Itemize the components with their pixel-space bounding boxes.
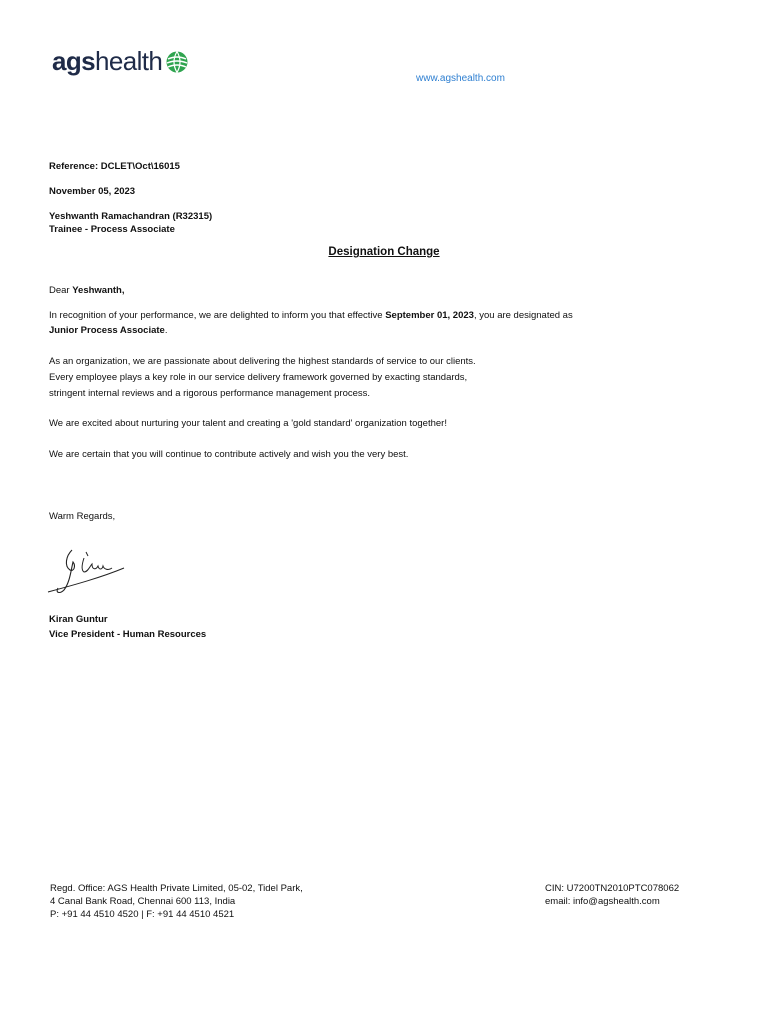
logo-wordmark bbox=[52, 48, 162, 74]
para1-end: . bbox=[164, 325, 168, 336]
footer-contact-phone: P: +91 44 4510 4520 | F: +91 44 4510 4521 bbox=[50, 909, 235, 920]
footer-email[interactable]: email: info@agshealth.com bbox=[545, 896, 660, 907]
letter-date: November 05, 2023 bbox=[49, 186, 136, 197]
recipient-title: Trainee - Process Associate bbox=[49, 224, 175, 235]
paragraph-1-line-2 bbox=[49, 323, 167, 339]
closing: Warm Regards, bbox=[49, 511, 116, 522]
paragraph-3: We are excited about nurturing your talent and creating a 'gold standard' organization together! bbox=[49, 418, 447, 429]
reference-number: Reference: DCLET\Oct\16015 bbox=[49, 161, 180, 172]
new-designation: Junior Process Associate bbox=[49, 325, 165, 336]
signatory-title: Vice President - Human Resources bbox=[49, 629, 207, 640]
company-logo bbox=[52, 48, 189, 74]
paragraph-2-line-2: Every employee plays a key role in our service delivery framework governed by exacting standards, bbox=[49, 372, 468, 383]
letter-subject: Designation Change bbox=[328, 246, 440, 258]
logo-bold-text: ags bbox=[52, 46, 96, 76]
salutation-name: Yeshwanth, bbox=[72, 285, 125, 296]
paragraph-2-line-1: As an organization, we are passionate about delivering the highest standards of service to our clients. bbox=[49, 356, 476, 367]
logo-light-text: health bbox=[95, 46, 163, 76]
effective-date: September 01, 2023 bbox=[385, 310, 474, 321]
globe-icon bbox=[165, 50, 189, 74]
footer-cin: CIN: U7200TN2010PTC078062 bbox=[545, 883, 680, 894]
paragraph-1-line-1 bbox=[49, 308, 573, 324]
footer-office-line-1: Regd. Office: AGS Health Private Limited, 05-02, Tidel Park, bbox=[50, 883, 303, 894]
paragraph-2-line-3: stringent internal reviews and a rigorous performance management process. bbox=[49, 388, 371, 399]
signatory-name: Kiran Guntur bbox=[49, 614, 108, 625]
salutation bbox=[49, 283, 125, 299]
para1-text: In recognition of your performance, we are delighted to inform you that effective bbox=[49, 310, 386, 321]
para1-text-continued: , you are designated as bbox=[473, 310, 573, 321]
footer-office-line-2: 4 Canal Bank Road, Chennai 600 113, India bbox=[50, 896, 236, 907]
recipient-name: Yeshwanth Ramachandran (R32315) bbox=[49, 211, 213, 222]
paragraph-4: We are certain that you will continue to contribute actively and wish you the very best. bbox=[49, 449, 409, 460]
website-link[interactable]: www.agshealth.com bbox=[416, 73, 505, 84]
salutation-prefix: Dear bbox=[49, 285, 73, 296]
handwritten-signature bbox=[40, 542, 130, 600]
